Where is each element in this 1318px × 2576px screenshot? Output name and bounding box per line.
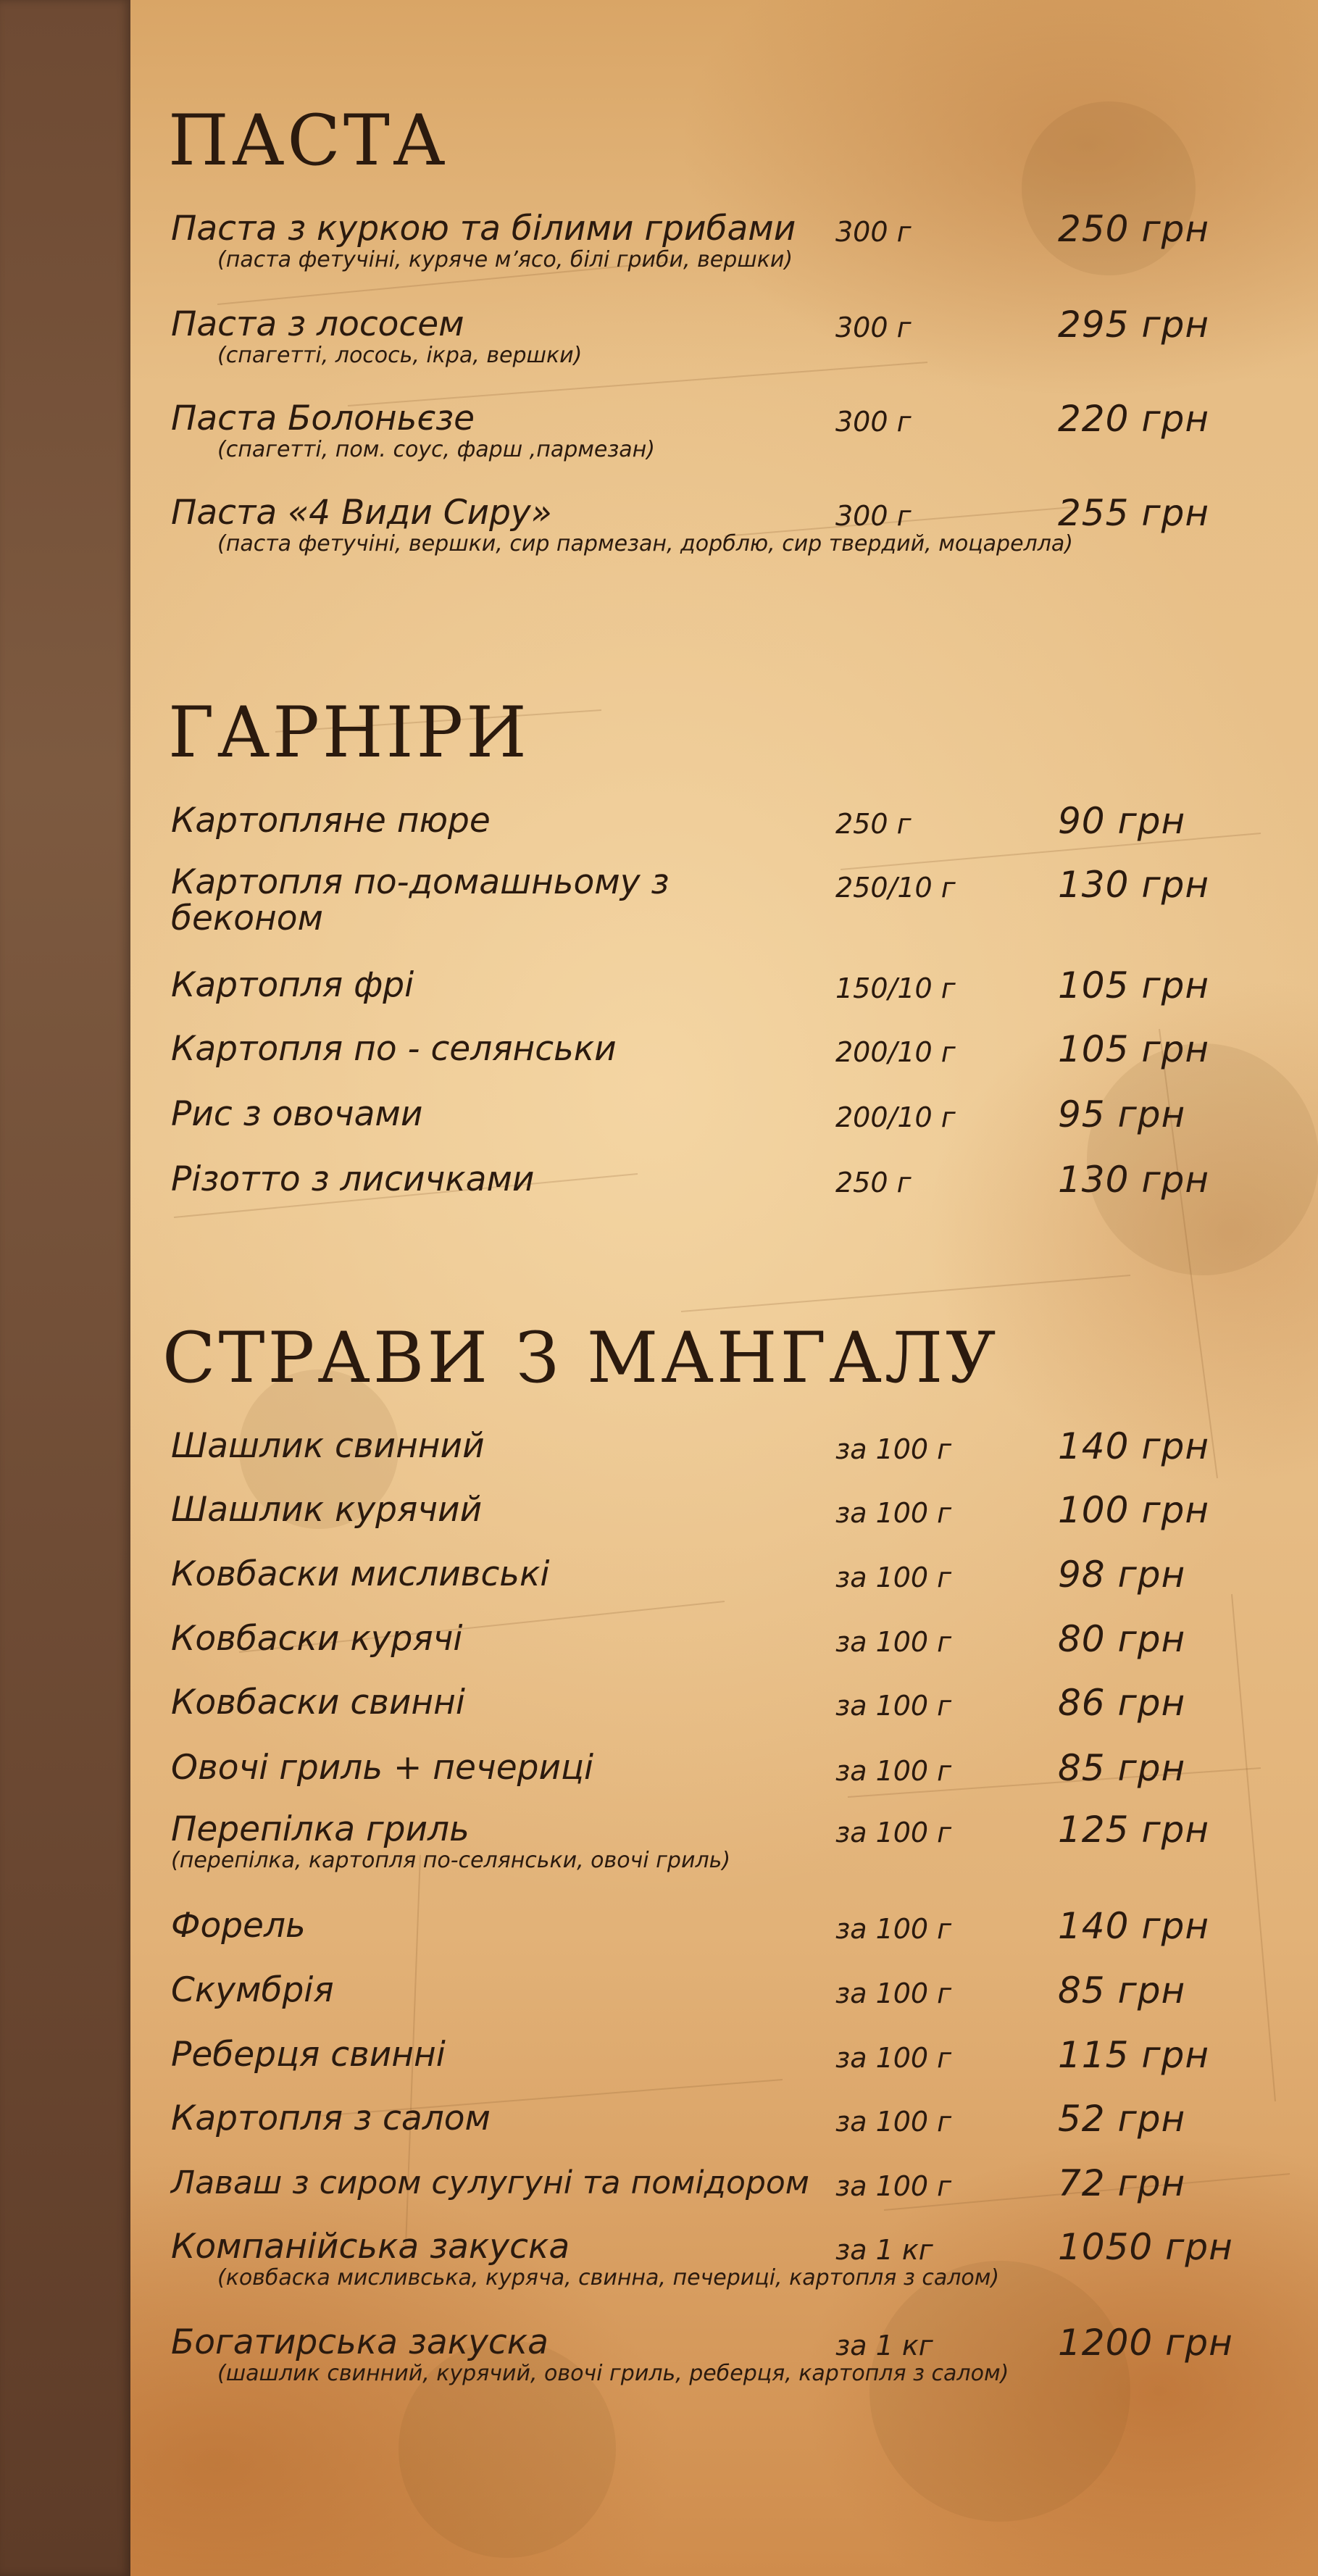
item-name: Форель [171, 1906, 306, 1946]
menu-item [0, 2035, 1318, 2085]
item-weight: за 100 г [835, 1977, 952, 2009]
item-description: (шашлик свинний, курячий, овочі гриль, реберця, картопля з салом) [217, 2361, 1009, 2386]
item-weight: за 100 г [835, 1913, 952, 1945]
menu-item [0, 1554, 1318, 1605]
item-name: Паста Болоньєзе [171, 399, 475, 438]
item-price: 140 грн [1058, 1905, 1210, 1947]
item-name: Різотто з лисичками [171, 1159, 535, 1199]
menu-item [0, 862, 1318, 938]
item-name: Овочі гриль + печериці [171, 1748, 594, 1788]
item-weight: за 1 кг [835, 2330, 933, 2362]
item-price: 130 грн [1058, 1159, 1210, 1201]
menu-item [0, 1426, 1318, 1477]
item-price: 72 грн [1058, 2162, 1186, 2204]
item-price: 52 грн [1058, 2098, 1186, 2140]
item-weight: 300 г [835, 406, 912, 438]
item-name: Паста з лососем [171, 304, 464, 344]
item-name: Лаваш з сиром сулугуні та помідором [171, 2164, 809, 2201]
menu-item [0, 1748, 1318, 1798]
item-price: 250 грн [1058, 208, 1210, 250]
item-name: Шашлик свинний [171, 1426, 485, 1466]
item-price: 220 грн [1058, 398, 1210, 440]
item-name: Картопля фрі [171, 965, 414, 1005]
menu-item [0, 2098, 1318, 2149]
item-name: Паста з куркою та білими грибами [171, 209, 796, 249]
item-price: 85 грн [1058, 1969, 1186, 2012]
menu-item [0, 1094, 1318, 1145]
item-weight: за 100 г [835, 2042, 952, 2074]
item-name: Паста «4 Види Сиру» [171, 493, 552, 533]
item-name: Шашлик курячий [171, 1490, 483, 1530]
item-price: 140 грн [1058, 1425, 1210, 1467]
menu-item [0, 1159, 1318, 1210]
item-weight: за 100 г [835, 1626, 952, 1658]
section-title-grill: СТРАВИ З МАНГАЛУ [162, 1317, 999, 1399]
menu-item [0, 1490, 1318, 1541]
item-price: 86 грн [1058, 1682, 1186, 1724]
menu-item [0, 1970, 1318, 2021]
menu-item [0, 2322, 1318, 2386]
menu-item [0, 2226, 1318, 2291]
item-weight: за 100 г [835, 1690, 952, 1722]
item-name: Картопляне пюре [171, 801, 491, 841]
item-price: 255 грн [1058, 492, 1210, 534]
item-price: 90 грн [1058, 800, 1186, 842]
item-price: 125 грн [1058, 1809, 1210, 1851]
item-weight: 200/10 г [835, 1036, 956, 1068]
menu-item [0, 1619, 1318, 1670]
item-weight: за 100 г [835, 1755, 952, 1787]
menu-item [0, 1029, 1318, 1080]
item-price: 100 грн [1058, 1489, 1210, 1531]
item-weight: 250 г [835, 1167, 912, 1199]
menu-item [0, 1809, 1318, 1873]
item-name: Картопля по - селянськи [171, 1029, 617, 1069]
item-name: Ковбаски свинні [171, 1683, 465, 1722]
item-weight: 300 г [835, 500, 912, 532]
menu-item [0, 304, 1318, 368]
item-description: (паста фетучіні, куряче м’ясо, білі гриби, вершки) [217, 247, 793, 272]
item-price: 1200 грн [1058, 2322, 1233, 2364]
item-description: (ковбаска мисливська, куряча, свинна, печериці, картопля з салом) [217, 2265, 1000, 2291]
item-price: 105 грн [1058, 964, 1210, 1006]
item-weight: 300 г [835, 312, 912, 343]
menu-item [0, 2163, 1318, 2214]
section-title-pasta: ПАСТА [168, 100, 449, 181]
item-name: Ковбаски курячі [171, 1619, 463, 1659]
item-description: (спагетті, пом. соус, фарш ,пармезан) [217, 437, 655, 462]
item-weight: за 100 г [835, 1817, 952, 1848]
item-price: 295 грн [1058, 304, 1210, 346]
item-price: 95 грн [1058, 1093, 1186, 1135]
item-description: (перепілка, картопля по-селянськи, овочі гриль) [171, 1848, 731, 1873]
item-name: Ковбаски мисливські [171, 1554, 550, 1594]
item-name: Скумбрія [171, 1970, 334, 2010]
item-weight: за 100 г [835, 2170, 952, 2202]
item-weight: 300 г [835, 216, 912, 248]
item-weight: 250/10 г [835, 872, 956, 904]
menu-item [0, 1906, 1318, 1956]
item-weight: за 100 г [835, 2106, 952, 2138]
item-description: (спагетті, лосось, ікра, вершки) [217, 343, 583, 368]
menu-item [0, 965, 1318, 1016]
item-weight: за 100 г [835, 1433, 952, 1465]
item-weight: 250 г [835, 808, 912, 840]
menu-item [0, 398, 1318, 462]
item-name: Картопля з салом [171, 2098, 491, 2138]
item-name: Рис з овочами [171, 1094, 423, 1134]
item-weight: 200/10 г [835, 1101, 956, 1133]
item-description: (паста фетучіні, вершки, сир пармезан, дорблю, сир твердий, моцарелла) [217, 531, 1073, 557]
item-price: 85 грн [1058, 1747, 1186, 1789]
item-price: 115 грн [1058, 2034, 1210, 2076]
item-name: Компанійська закуска [171, 2227, 570, 2267]
item-name: Перепілка гриль [171, 1809, 470, 1849]
item-price: 130 грн [1058, 864, 1210, 906]
item-name: Картопля по-домашньому з беконом [171, 862, 670, 938]
menu-item [0, 801, 1318, 851]
menu-item [0, 492, 1318, 557]
item-weight: 150/10 г [835, 972, 956, 1004]
section-title-garnish: ГАРНІРИ [168, 692, 530, 773]
item-name: Богатирська закуска [171, 2322, 549, 2362]
item-price: 105 грн [1058, 1028, 1210, 1070]
item-weight: за 1 кг [835, 2234, 933, 2266]
menu-item [0, 1683, 1318, 1733]
item-weight: за 100 г [835, 1562, 952, 1593]
item-price: 1050 грн [1058, 2226, 1233, 2268]
item-price: 98 грн [1058, 1554, 1186, 1596]
item-name: Реберця свинні [171, 2035, 446, 2075]
item-weight: за 100 г [835, 1497, 952, 1529]
menu-item [0, 208, 1318, 272]
item-price: 80 грн [1058, 1618, 1186, 1660]
